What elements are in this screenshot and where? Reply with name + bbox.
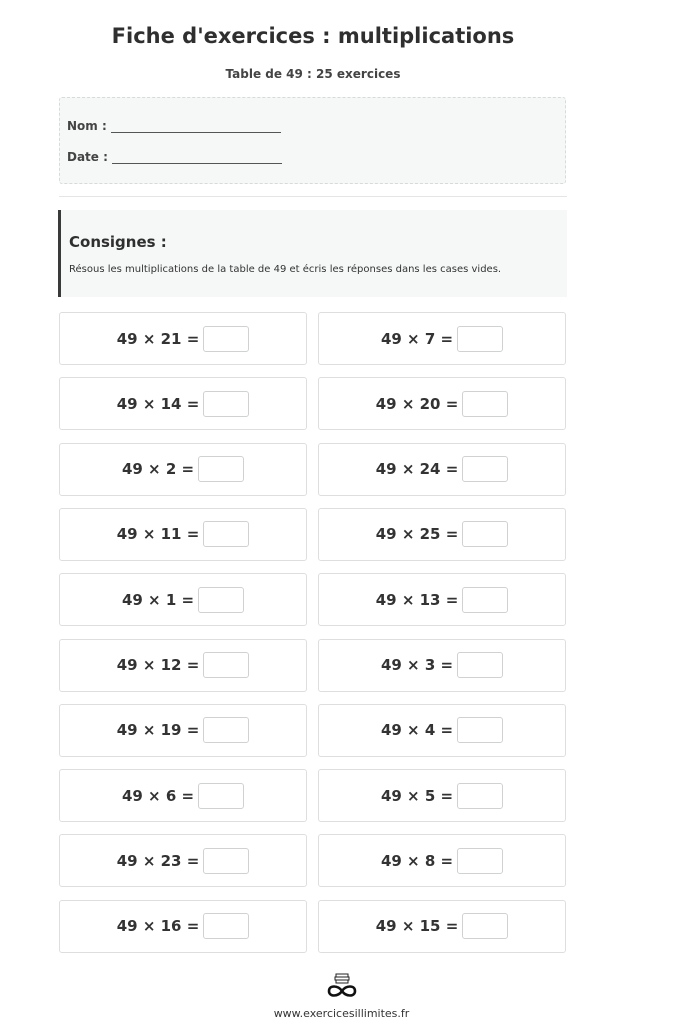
divider: [59, 196, 567, 197]
answer-box[interactable]: [462, 587, 508, 613]
instructions-title: Consignes :: [69, 233, 167, 251]
answer-box[interactable]: [462, 521, 508, 547]
exercise-expression: 49 × 2 =: [121, 460, 195, 479]
answer-box[interactable]: [203, 717, 249, 743]
answer-box[interactable]: [457, 783, 503, 809]
exercise-expression: 49 × 12 =: [116, 656, 200, 674]
answer-box[interactable]: [198, 456, 244, 482]
answer-box[interactable]: [198, 587, 244, 613]
answer-box[interactable]: [457, 652, 503, 678]
exercise-expression: 49 × 13 =: [375, 590, 459, 609]
student-info-box: [59, 97, 566, 184]
exercise-card: [59, 769, 307, 822]
exercise-expression: 49 × 16 =: [116, 917, 200, 936]
exercise-expression: 49 × 23 =: [116, 851, 200, 870]
date-blank-line: [112, 153, 282, 164]
exercise-expression: 49 × 7 =: [380, 329, 454, 348]
answer-box[interactable]: [462, 391, 508, 417]
answer-box[interactable]: [203, 848, 249, 874]
date-field[interactable]: [67, 150, 282, 164]
exercise-card: [318, 704, 566, 757]
exercise-card: [318, 508, 566, 561]
page-subtitle: Table de 49 : 25 exercices: [225, 67, 401, 81]
answer-box[interactable]: [203, 652, 249, 678]
name-field[interactable]: [67, 119, 281, 133]
exercise-card: [59, 834, 307, 887]
exercise-card: [318, 834, 566, 887]
exercise-expression: 49 × 8 =: [380, 851, 454, 870]
exercise-expression: 49 × 24 =: [375, 460, 459, 479]
name-label: Nom :: [67, 119, 107, 133]
exercise-expression: 49 × 11 =: [116, 525, 200, 544]
instructions-text: Résous les multiplications de la table de 49 et écris les réponses dans les cases vides.: [69, 264, 502, 275]
answer-box[interactable]: [203, 326, 249, 352]
exercise-expression: 49 × 25 =: [375, 525, 459, 544]
exercise-expression: 49 × 3 =: [380, 656, 454, 674]
answer-box[interactable]: [457, 717, 503, 743]
footer-url[interactable]: www.exercicesillimites.fr: [273, 1007, 410, 1020]
exercise-expression: 49 × 5 =: [380, 786, 454, 805]
exercise-expression: 49 × 20 =: [375, 394, 459, 413]
exercise-expression: 49 × 21 =: [116, 329, 200, 348]
exercise-card: [59, 443, 307, 496]
exercise-expression: 49 × 4 =: [380, 721, 454, 740]
exercise-card: [318, 312, 566, 365]
infinity-books-logo-icon: [326, 972, 358, 1000]
answer-box[interactable]: [198, 783, 244, 809]
exercise-card: [59, 704, 307, 757]
exercise-card: [59, 508, 307, 561]
exercise-card: [59, 573, 307, 626]
page-title: Fiche d'exercices : multiplications: [111, 24, 515, 48]
exercise-card: [318, 573, 566, 626]
instructions-box: [58, 210, 567, 297]
exercise-card: [318, 769, 566, 822]
answer-box[interactable]: [203, 391, 249, 417]
exercise-card: [318, 900, 566, 953]
exercise-expression: 49 × 1 =: [121, 590, 195, 609]
exercise-card: [318, 377, 566, 430]
exercise-card: [318, 443, 566, 496]
exercise-expression: 49 × 6 =: [121, 786, 195, 805]
exercise-expression: 49 × 19 =: [116, 721, 200, 740]
answer-box[interactable]: [203, 521, 249, 547]
exercise-card: [59, 377, 307, 430]
answer-box[interactable]: [457, 326, 503, 352]
answer-box[interactable]: [203, 913, 249, 939]
name-blank-line: [111, 122, 281, 133]
date-label: Date :: [67, 150, 108, 164]
answer-box[interactable]: [462, 456, 508, 482]
exercise-card: [59, 312, 307, 365]
answer-box[interactable]: [462, 913, 508, 939]
exercise-expression: 49 × 15 =: [375, 917, 459, 936]
exercise-card: [59, 900, 307, 953]
exercise-expression: 49 × 14 =: [116, 394, 200, 413]
exercise-card: [59, 639, 307, 692]
answer-box[interactable]: [457, 848, 503, 874]
exercise-card: [318, 639, 566, 692]
